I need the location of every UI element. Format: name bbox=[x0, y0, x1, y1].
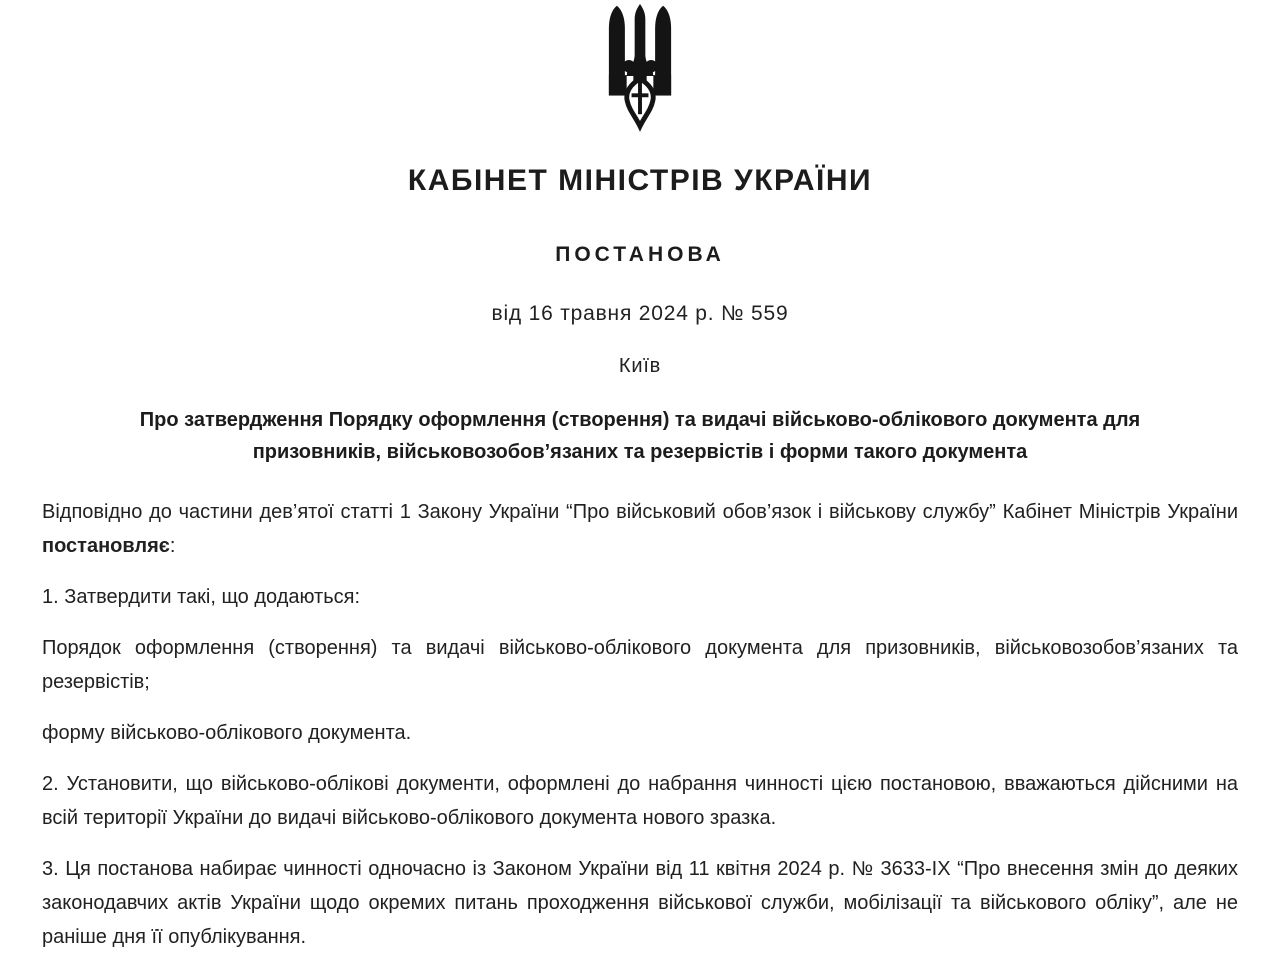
paragraph-item-2: Порядок оформлення (створення) та видачі військово-облікового документа для призовників, військовозобов’язаних та резервістів; bbox=[42, 637, 1238, 693]
document-type-label: ПОСТАНОВА bbox=[555, 243, 725, 266]
paragraph-item-5: 3. Ця постанова набирає чинності одночасно із Законом України від 11 квітня 2024 р. № 3633-IX “Про внесення змін до деяких законодавчих актів України щодо окремих питань проходження військової служби, мобілізації та військового обліку”, але не раніше дня її опублікування. bbox=[42, 858, 1238, 948]
city-label: Київ bbox=[618, 355, 662, 377]
paragraph-item-1: 1. Затвердити такі, що додаються: bbox=[42, 586, 361, 608]
document-body bbox=[0, 495, 1280, 954]
intro-text-after: : bbox=[169, 535, 176, 557]
paragraph-item-4: 2. Установити, що військово-облікові документи, оформлені до набрання чинності цією постановою, вважаються дійсними на всій території України до видачі військово-облікового документа нового зразка. bbox=[42, 773, 1238, 829]
date-and-number-line: від 16 травня 2024 р. № 559 bbox=[491, 302, 789, 325]
paragraph-item-3: форму військово-облікового документа. bbox=[42, 722, 412, 744]
coat-of-arms-trident-icon bbox=[600, 4, 680, 132]
document-header bbox=[0, 4, 1280, 468]
intro-text-before: Відповідно до частини дев’ятої статті 1 Закону України “Про військовий обов’язок і військову службу” Кабінет Міністрів України bbox=[42, 501, 1238, 523]
institution-name: КАБІНЕТ МІНІСТРІВ УКРАЇНИ bbox=[407, 164, 873, 197]
intro-paragraph bbox=[42, 495, 1238, 563]
document-title: Про затвердження Порядку оформлення (створення) та видачі військово-облікового документа для призовників, військовозобов’язаних та резервістів і форми такого документа bbox=[139, 409, 1141, 463]
intro-bold-word: постановляє bbox=[42, 535, 170, 557]
